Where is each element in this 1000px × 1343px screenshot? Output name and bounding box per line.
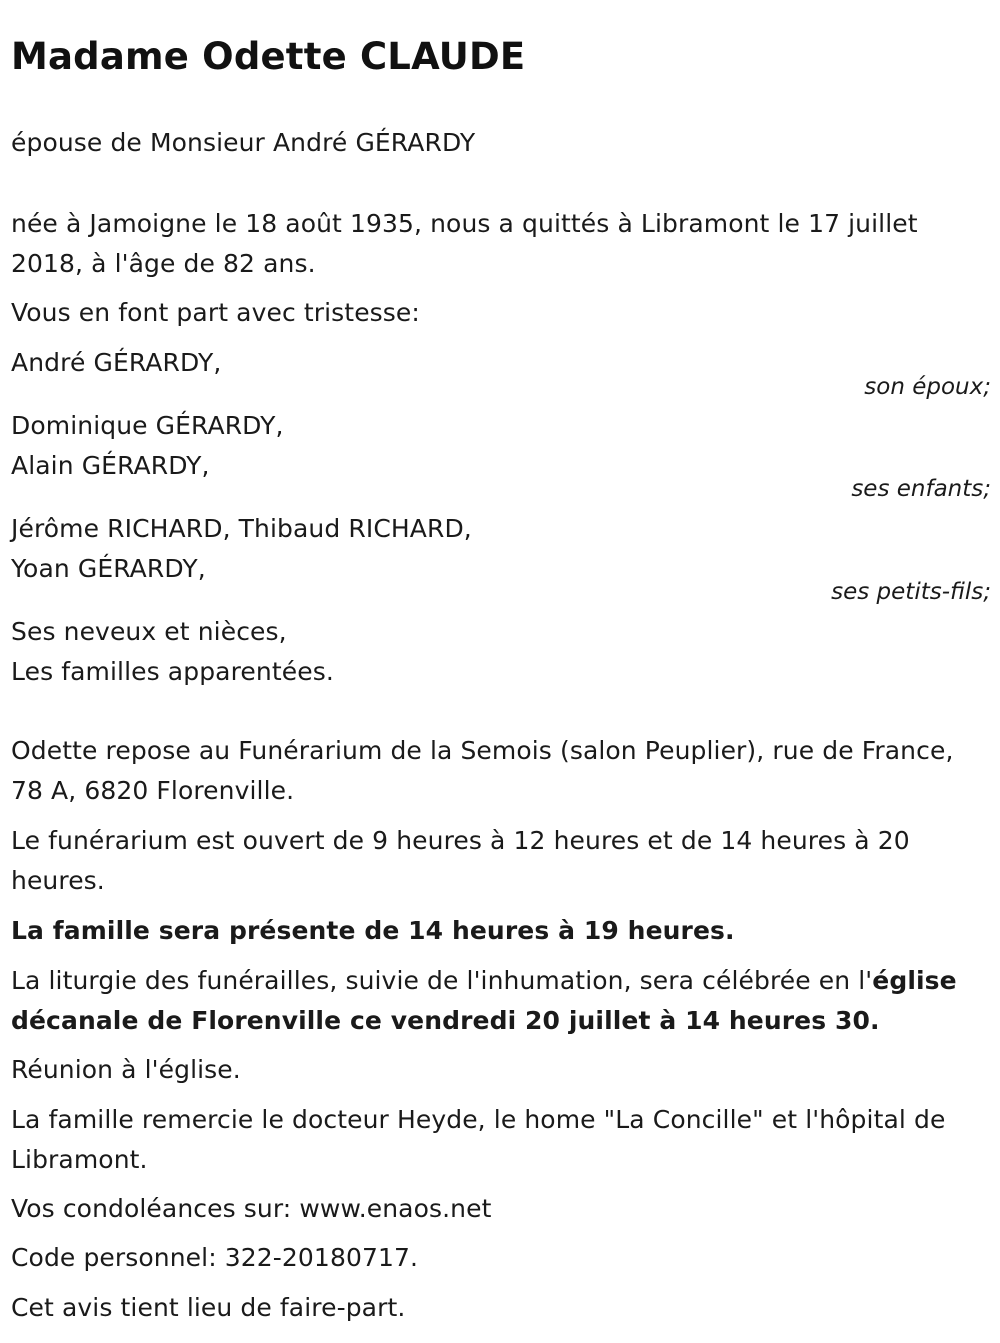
liturgy-prefix: La liturgie des funérailles, suivie de l'inhumation, sera célébrée en l' — [11, 966, 873, 995]
page-title: Madame Odette CLAUDE — [11, 35, 526, 78]
spouse-line: épouse de Monsieur André GÉRARDY — [11, 128, 476, 157]
funerarium-hours-line: Le funérarium est ouvert de 9 heures à 12 heures et de 14 heures à 20 heures. — [11, 826, 910, 895]
grandchildren-names: Yoan GÉRARDY, — [11, 554, 206, 583]
child-name: Alain GÉRARDY, — [11, 451, 210, 480]
family-presence-line: La famille sera présente de 14 heures à 19 heures. — [11, 916, 735, 945]
liturgy-line — [11, 961, 991, 1041]
closing-line: Cet avis tient lieu de faire-part. — [11, 1293, 406, 1322]
grandchildren-names: Jérôme RICHARD, Thibaud RICHARD, — [11, 514, 472, 543]
meeting-line: Réunion à l'église. — [11, 1055, 241, 1084]
related-families-line: Les familles apparentées. — [11, 657, 334, 686]
personal-code-line: Code personnel: 322-20180717. — [11, 1243, 419, 1272]
rest-location-line: Odette repose au Funérarium de la Semois (salon Peuplier), rue de France, 78 A, 6820 Florenville. — [11, 736, 954, 805]
thanks-line: La famille remercie le docteur Heyde, le home "La Concille" et l'hôpital de Libramont. — [11, 1105, 946, 1174]
child-name: Dominique GÉRARDY, — [11, 411, 284, 440]
nephews-line: Ses neveux et nièces, — [11, 617, 287, 646]
birth-death-line: née à Jamoigne le 18 août 1935, nous a quittés à Libramont le 17 juillet 2018, à l'âge de 82 ans. — [11, 209, 918, 278]
grandchildren-role: ses petits-fils; — [831, 579, 991, 605]
spouse-name: André GÉRARDY, — [11, 348, 222, 377]
spouse-role: son époux; — [864, 374, 991, 400]
liturgy-location-date: église décanale de Florenville ce vendredi 20 juillet à 14 heures 30. — [11, 966, 957, 1035]
announce-line: Vous en font part avec tristesse: — [11, 298, 420, 327]
condolences-line: Vos condoléances sur: www.enaos.net — [11, 1194, 492, 1223]
children-role: ses enfants; — [851, 476, 991, 502]
